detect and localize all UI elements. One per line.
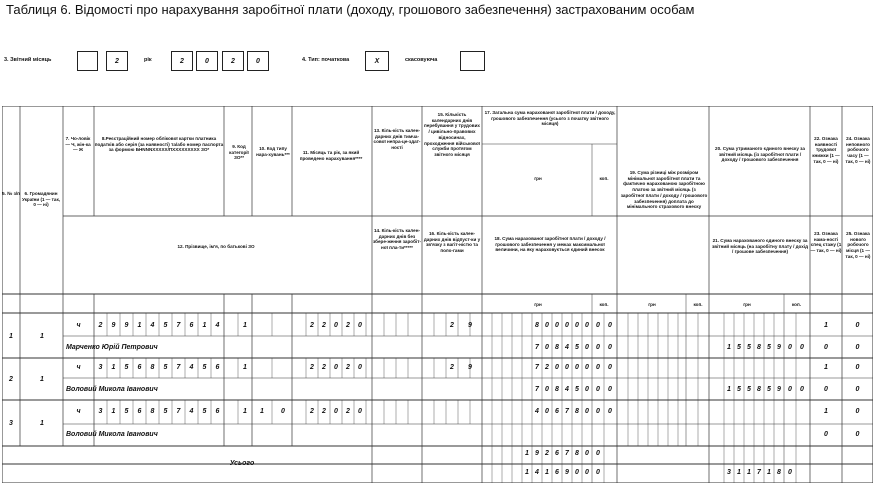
month-digit-2[interactable]: 2 — [106, 51, 128, 71]
row2-sum18-3: 8 — [555, 386, 559, 393]
header-21: 21. Сума нарахованого єдиного внеску за звітний місяць (на заробітну плату / дохід / грошове забезпечення) — [711, 238, 808, 255]
row1-sum21-5: 5 — [767, 344, 771, 351]
grn-18: грн — [534, 302, 542, 307]
header-10: 10. Код типу нара-хувань*** — [256, 146, 290, 157]
row1-f23: 0 — [824, 344, 828, 351]
total21-7: 0 — [788, 469, 792, 476]
row2-sum21-7: 0 — [788, 386, 792, 393]
row2-sum21-3: 5 — [747, 386, 751, 393]
row3-period-5: 2 — [346, 408, 350, 415]
cancel-label: скасовуюча — [405, 57, 438, 63]
row1-cat: 1 — [243, 322, 247, 329]
month-digit-1[interactable] — [77, 51, 98, 71]
row1-f25: 0 — [855, 344, 860, 351]
row3-sum17-8: 0 — [608, 408, 612, 415]
header-18: 18. Сума нарахованої заробітної плати / доходу / грошового забезпечення у межах максимальної величини, на яку нараховується єдиний внесок — [494, 236, 606, 253]
row1-id-d5: 4 — [150, 322, 155, 329]
total18-6: 0 — [575, 469, 579, 476]
row2-sum21-8: 0 — [800, 386, 804, 393]
doc-type-label: 4. Тип: початкова — [302, 57, 350, 63]
row1-f22: 1 — [824, 322, 828, 329]
row2-sum18-2: 0 — [545, 386, 549, 393]
row1-sum21-7: 0 — [788, 344, 792, 351]
row2-id-d8: 4 — [189, 364, 194, 371]
total18-5: 9 — [565, 469, 569, 476]
total17-6: 8 — [575, 450, 579, 457]
row2-sum17-3: 0 — [555, 364, 559, 371]
row1-sum18-3: 8 — [555, 344, 559, 351]
total17-1: 1 — [525, 450, 529, 457]
row1-days15-2: 9 — [468, 322, 472, 329]
row1-gender: ч — [76, 322, 81, 329]
total21-2: 1 — [737, 469, 741, 476]
total18-2: 4 — [535, 469, 539, 476]
kop-20: коп. — [791, 302, 802, 307]
row3-citizen: 1 — [40, 420, 44, 427]
header-23: 23. Ознака нама-ності спец стажу (1 — так, 0 — ні) — [810, 231, 842, 254]
row3-id-d8: 4 — [189, 408, 194, 415]
row2-gender: ч — [76, 364, 81, 371]
row2-name: Воловий Микола Іванович — [66, 386, 158, 393]
row1-f24: 0 — [855, 322, 860, 329]
row1-sum18-5: 5 — [575, 344, 579, 351]
row3-sum17-7: 0 — [596, 408, 600, 415]
row2-id-d2: 1 — [111, 364, 116, 371]
row1-sum21-8: 0 — [800, 344, 804, 351]
row1-id-d3: 9 — [124, 322, 129, 329]
header-20: 20. Сума утриманого єдиного внеску за звітний місяць (із заробітної плати / доходу / грошового забезпечення — [715, 146, 805, 163]
total21-3: 1 — [747, 469, 751, 476]
year-digit-4[interactable]: 0 — [247, 51, 269, 71]
total17-4: 6 — [555, 450, 559, 457]
total21-6: 8 — [777, 469, 781, 476]
total21-5: 1 — [767, 469, 771, 476]
row1-sum21-1: 1 — [727, 344, 731, 351]
row1-sum21-6: 9 — [777, 344, 781, 351]
row1-sum17-6: 0 — [585, 322, 589, 329]
header-5: 5. № з/п — [2, 191, 20, 196]
row1-period-2: 2 — [310, 322, 314, 329]
row2-citizen: 1 — [40, 376, 44, 383]
year-digit-1[interactable]: 2 — [171, 51, 193, 71]
row2-days15-1: 2 — [450, 364, 454, 371]
row1-sum17-4: 0 — [565, 322, 569, 329]
row3-num: 3 — [9, 420, 13, 427]
total21-1: 3 — [727, 469, 731, 476]
row3-id-d10: 6 — [215, 408, 220, 415]
header-11: 11. Місяць та рік, за який проведено нарахування**** — [299, 150, 363, 161]
row2-period-2: 2 — [310, 364, 314, 371]
row2-sum21-1: 1 — [727, 386, 731, 393]
row3-sum17-5: 8 — [575, 408, 579, 415]
row1-period-4: 0 — [334, 322, 338, 329]
row3-f24: 0 — [855, 408, 860, 415]
row2-id-d1: 3 — [98, 364, 103, 371]
row3-sum17-6: 0 — [585, 408, 589, 415]
row1-num: 1 — [9, 333, 13, 340]
row3-id-d3: 5 — [124, 408, 129, 415]
row1-name: Марченко Юрій Петрович — [66, 344, 158, 351]
row1-id-d9: 1 — [202, 322, 207, 329]
row1-id-d7: 7 — [176, 322, 181, 329]
kop-19: коп. — [693, 302, 703, 307]
row1-id-d6: 5 — [163, 322, 168, 329]
row3-cat: 1 — [243, 408, 247, 415]
total17-3: 2 — [545, 450, 549, 457]
row1-sum17-2: 0 — [545, 322, 549, 329]
row1-sum18-8: 0 — [608, 344, 612, 351]
header-19: 19. Сума різниці між розміром мінімальної заробітної плати та фактично нарахованою заробітною платою за звітний місяць (з заробітної плати / доходу / грошового забезпечення) доплата до мінімального страхового внеску — [620, 170, 708, 210]
row2-id-d5: 8 — [150, 364, 155, 371]
row2-sum18-6: 0 — [585, 386, 589, 393]
row1-id-d10: 4 — [215, 322, 220, 329]
header-22: 22. Ознака наявності трудової книжки (1 — так, 0 — ні) — [812, 136, 840, 164]
row3-id-d6: 5 — [163, 408, 168, 415]
total18-8: 0 — [596, 469, 600, 476]
total17-2: 9 — [535, 450, 539, 457]
header-25: 25. Ознака нового робочого місця (1 — так, 0 — ні) — [845, 231, 871, 259]
row2-sum17-1: 7 — [535, 364, 539, 371]
row1-sum21-4: 8 — [757, 344, 761, 351]
row1-period-3: 2 — [322, 322, 326, 329]
row1-period-6: 0 — [358, 322, 362, 329]
row1-days15-1: 2 — [450, 322, 454, 329]
initial-checkbox[interactable]: X — [365, 51, 389, 71]
row3-period-4: 0 — [334, 408, 338, 415]
row3-period-3: 2 — [322, 408, 326, 415]
row2-period-6: 0 — [358, 364, 362, 371]
row2-period-4: 0 — [334, 364, 338, 371]
row2-id-d4: 6 — [137, 364, 142, 371]
row2-sum21-2: 5 — [737, 386, 741, 393]
row3-sum17-1: 4 — [535, 408, 539, 415]
grn-20: грн — [743, 302, 751, 307]
row3-id-d1: 3 — [98, 408, 103, 415]
salary-table — [2, 106, 873, 483]
row2-sum17-4: 0 — [565, 364, 569, 371]
year-digit-2[interactable]: 0 — [196, 51, 218, 71]
total18-4: 6 — [555, 469, 559, 476]
total17-7: 0 — [585, 450, 589, 457]
header-13: 13. Кіль-кість кален-дарних днів тимча-сової непра-це-здат-ності — [373, 128, 421, 151]
row2-sum18-5: 5 — [575, 386, 579, 393]
row1-sum18-2: 0 — [545, 344, 549, 351]
row3-period-6: 0 — [358, 408, 362, 415]
row3-period-2: 2 — [310, 408, 314, 415]
cancel-checkbox[interactable] — [460, 51, 485, 71]
row2-period-5: 2 — [346, 364, 350, 371]
year-label: рік — [144, 57, 152, 63]
row2-num: 2 — [9, 376, 13, 383]
total17-8: 0 — [596, 450, 600, 457]
row1-sum21-2: 5 — [737, 344, 741, 351]
row2-sum18-4: 4 — [565, 386, 569, 393]
row3-id-d7: 7 — [176, 408, 181, 415]
grn-17: грн — [534, 176, 542, 181]
row2-sum17-5: 0 — [575, 364, 579, 371]
total21-4: 7 — [757, 469, 761, 476]
row2-cat: 1 — [243, 364, 247, 371]
row2-sum21-4: 8 — [757, 386, 761, 393]
row1-id-d1: 2 — [98, 322, 103, 329]
row2-f23: 0 — [824, 386, 828, 393]
totals-label: Усього — [229, 460, 255, 467]
header-7: 7. Чо-ловік — Ч, жін-ка — Ж — [65, 136, 91, 153]
row3-f22: 1 — [824, 408, 828, 415]
row2-sum17-2: 2 — [545, 364, 549, 371]
row3-period-1: 0 — [281, 408, 285, 415]
row2-id-d9: 5 — [202, 364, 207, 371]
header-15: 15. Кількість календарних днів перебування у трудових / цивільно-правових відносинах, проходження військової служби протягом звітного місяця — [424, 112, 480, 158]
row2-id-d10: 6 — [215, 364, 220, 371]
row1-period-5: 2 — [346, 322, 350, 329]
row1-id-d4: 1 — [137, 322, 142, 329]
row1-sum17-5: 0 — [575, 322, 579, 329]
total17-5: 7 — [565, 450, 569, 457]
header-9: 9. Код категорії ЗО** — [229, 144, 249, 161]
header-14: 14. Кіль-кість кален-дарних днів без збере-ження заробіт-ної пла-ти***** — [373, 228, 421, 251]
header-6: 6. Громадянин України (1 — так, 0 — ні) — [21, 191, 61, 208]
row1-sum18-6: 0 — [585, 344, 589, 351]
row1-sum17-1: 8 — [535, 322, 539, 329]
row2-id-d6: 5 — [163, 364, 168, 371]
row1-id-d8: 6 — [189, 322, 194, 329]
row3-f23: 0 — [824, 431, 828, 438]
row1-sum17-3: 0 — [555, 322, 559, 329]
row3-sum17-3: 6 — [555, 408, 559, 415]
kop-17: коп. — [599, 176, 609, 181]
row2-f22: 1 — [824, 364, 828, 371]
row1-sum21-3: 5 — [747, 344, 751, 351]
row3-name: Воловий Микола Іванович — [66, 431, 158, 438]
row3-id-d5: 8 — [150, 408, 155, 415]
row2-sum18-8: 0 — [608, 386, 612, 393]
row2-id-d3: 5 — [124, 364, 129, 371]
year-digit-3[interactable]: 2 — [222, 51, 244, 71]
row2-sum17-7: 0 — [596, 364, 600, 371]
header-17: 17. Загальна сума нарахованої заробітної плати / доходу, грошового забезпечення (усього з початку звітного місяця) — [484, 110, 616, 127]
row2-id-d7: 7 — [176, 364, 181, 371]
row3-sum17-4: 7 — [565, 408, 569, 415]
grn-19: грн — [648, 302, 656, 307]
row2-sum21-6: 9 — [777, 386, 781, 393]
header-24: 24. Ознака неповного робочого часу (1 — так, 0 — ні) — [845, 136, 871, 164]
row3-id-d4: 6 — [137, 408, 142, 415]
total18-7: 0 — [585, 469, 589, 476]
row2-sum18-7: 0 — [596, 386, 600, 393]
row1-sum18-4: 4 — [565, 344, 569, 351]
row2-period-3: 2 — [322, 364, 326, 371]
header-16: 16. Кіль-кість кален-дарних днів відпуст-ки у зв'язку з вагіт-ністю та поло-гами — [423, 231, 481, 254]
row1-citizen: 1 — [40, 333, 44, 340]
row2-sum21-5: 5 — [767, 386, 771, 393]
header-8: 8.Реєстраційний номер облікової картки платника податків або серія (за наявності) та/або номер паспорта за формою БНNNNXXXXX/ПХХХХХХХХХ ЗО* — [94, 136, 224, 153]
row1-sum17-8: 0 — [608, 322, 612, 329]
row2-sum17-8: 0 — [608, 364, 612, 371]
row2-sum18-1: 7 — [535, 386, 539, 393]
row1-id-d2: 9 — [111, 322, 116, 329]
row1-sum18-7: 0 — [596, 344, 600, 351]
total18-3: 1 — [545, 469, 549, 476]
kop-18: коп. — [599, 302, 609, 307]
row1-sum17-7: 0 — [596, 322, 600, 329]
row3-sum17-2: 0 — [545, 408, 549, 415]
row3-gender: ч — [76, 408, 81, 415]
report-month-label: 3. Звітний місяць — [4, 57, 52, 63]
row2-days15-2: 9 — [468, 364, 472, 371]
row2-sum17-6: 0 — [585, 364, 589, 371]
row3-f25: 0 — [855, 431, 860, 438]
page-title: Таблиця 6. Відомості про нарахування заробітної плати (доходу, грошового забезпечення) застрахованим особам — [6, 2, 695, 17]
row3-type: 1 — [260, 408, 264, 415]
row2-f25: 0 — [855, 386, 860, 393]
row1-sum18-1: 7 — [535, 344, 539, 351]
row2-f24: 0 — [855, 364, 860, 371]
row3-id-d9: 5 — [202, 408, 207, 415]
total18-1: 1 — [525, 469, 529, 476]
header-12: 12. Прізвище, ім'я, по батькові ЗО — [177, 244, 255, 249]
row3-id-d2: 1 — [111, 408, 116, 415]
